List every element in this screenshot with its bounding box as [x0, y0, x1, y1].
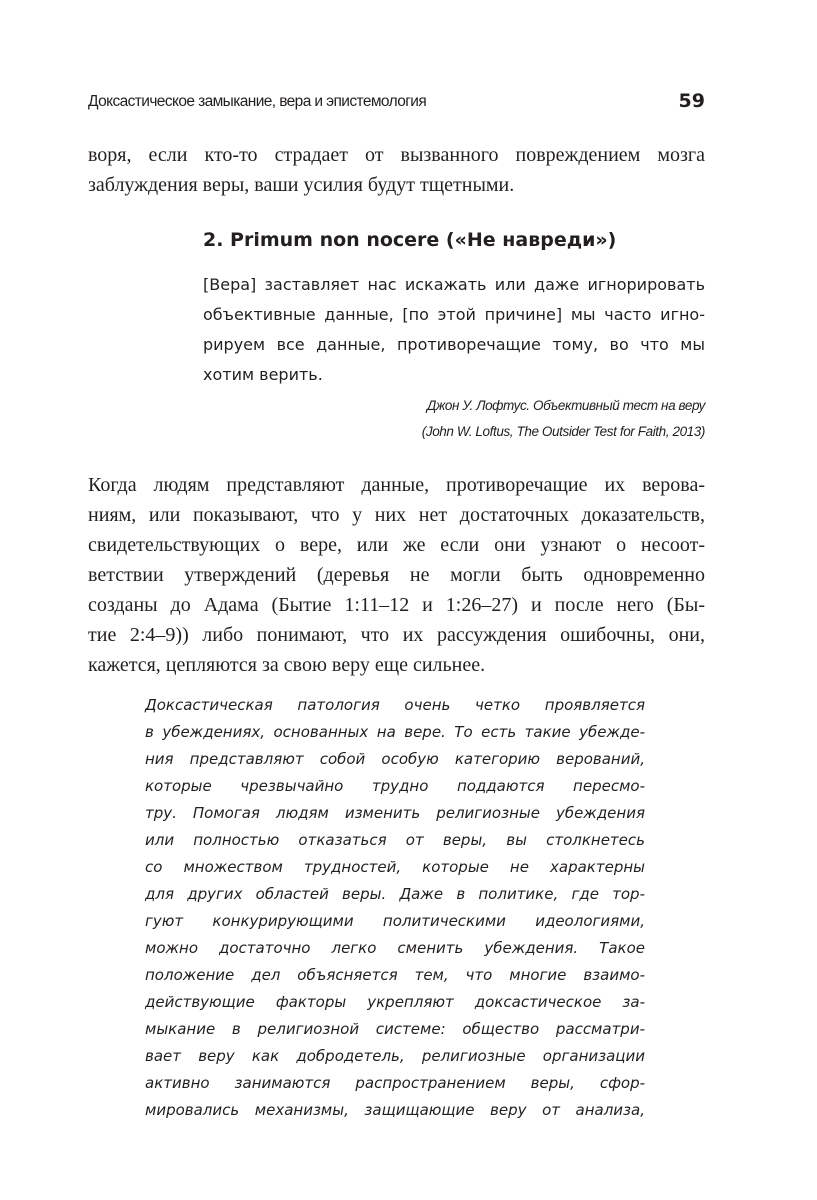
epigraph-line: [Вера] заставляет нас искажать или даже игнорировать	[203, 275, 705, 294]
text-line: свидетельствующих о вере, или же если они узнают о несоот-	[88, 534, 705, 556]
text-line: тие 2:4–9)) либо понимают, что их рассуждения ошибочны, они,	[88, 624, 705, 646]
quote-line: мыкание в религиозной системе: общество рассматри-	[145, 1020, 645, 1038]
quote-line: в убеждениях, основанных на вере. То есть такие убежде-	[145, 723, 645, 741]
text-line: кажется, цепляются за свою веру еще сильнее.	[88, 654, 486, 676]
epigraph-source: (John W. Loftus, The Outsider Test for Faith, 2013)	[421, 424, 705, 439]
quote-line: которые чрезвычайно трудно поддаются пересмо-	[145, 777, 645, 795]
epigraph	[203, 270, 705, 390]
quote-line: мировались механизмы, защищающие веру от анализа,	[145, 1101, 645, 1119]
epigraph-line: рируем все данные, противоречащие тому, во что мы	[203, 335, 705, 354]
text-line: воря, если кто-то страдает от вызванного повреждением мозга	[88, 144, 705, 166]
text-line: ниям, или показывают, что у них нет достаточных доказательств,	[88, 504, 705, 526]
text-line: ветствии утверждений (деревья не могли быть одновременно	[88, 564, 705, 586]
epigraph-attribution: Джон У. Лофтус. Объективный тест на веру	[426, 398, 705, 413]
quote-line: активно занимаются распространением веры, сфор-	[145, 1074, 645, 1092]
epigraph-line: хотим верить.	[203, 365, 323, 384]
page-number: 59	[678, 90, 705, 112]
quote-line: тру. Помогая людям изменить религиозные убеждения	[145, 804, 645, 822]
quote-line: или полностью отказаться от веры, вы столкнетесь	[145, 831, 645, 849]
quote-line: Доксастическая патология очень четко проявляется	[145, 696, 645, 714]
quote-line: со множеством трудностей, которые не характерны	[145, 858, 645, 876]
quote-line: положение дел объясняется тем, что многие взаимо-	[145, 966, 645, 984]
quote-line: вает веру как добродетель, религиозные организации	[145, 1047, 645, 1065]
text-line: заблуждения веры, ваши усилия будут тщетными.	[88, 174, 515, 196]
main-paragraph	[88, 470, 705, 680]
quote-line: гуют конкурирующими политическими идеологиями,	[145, 912, 645, 930]
intro-paragraph	[88, 140, 705, 200]
block-quote	[145, 692, 645, 1124]
text-line: Когда людям представляют данные, противоречащие их верова-	[88, 474, 705, 496]
quote-line: ния представляют собой особую категорию верований,	[145, 750, 645, 768]
quote-line: можно достаточно легко сменить убеждения. Такое	[145, 939, 645, 957]
quote-line: действующие факторы укрепляют доксастическое за-	[145, 993, 645, 1011]
running-title: Доксастическое замыкание, вера и эпистемология	[88, 93, 427, 110]
section-heading: 2. Primum non nocere («Не навреди»)	[203, 229, 617, 251]
running-header	[88, 90, 705, 116]
quote-line: для других областей веры. Даже в политике, где тор-	[145, 885, 645, 903]
text-line: созданы до Адама (Бытие 1:11–12 и 1:26–27) и после него (Бы-	[88, 594, 705, 616]
epigraph-line: объективные данные, [по этой причине] мы часто игно-	[203, 305, 705, 324]
